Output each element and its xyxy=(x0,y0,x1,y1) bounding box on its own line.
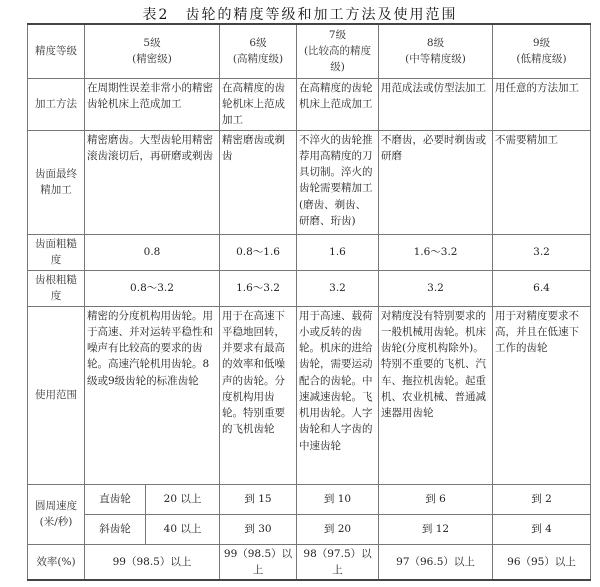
ra-face-grade-5: 0.8 xyxy=(85,234,220,270)
ra-root-grade-9: 6.4 xyxy=(493,270,591,306)
speed-helical-label: 斜齿轮 xyxy=(85,514,146,544)
efficiency-label: 效率(%) xyxy=(28,544,85,580)
efficiency-grade-6: 99（98.5）以上 xyxy=(220,544,297,580)
usage-grade-9: 用于对精度要求不高，并且在低速下工作的齿轮 xyxy=(493,306,591,484)
ra-root-row xyxy=(28,270,591,306)
efficiency-grade-7: 98（97.5）以上 xyxy=(297,544,379,580)
speed-spur-grade-7: 到 10 xyxy=(297,484,379,514)
efficiency-grade-5: 99（98.5）以上 xyxy=(85,544,220,580)
ra-face-grade-7: 1.6 xyxy=(297,234,379,270)
usage-label: 使用范围 xyxy=(28,306,85,484)
speed-helical-grade-6: 到 30 xyxy=(220,514,297,544)
ra-face-grade-6: 0.8～1.6 xyxy=(220,234,297,270)
table-title: 表2 齿轮的精度等级和加工方法及使用范围 xyxy=(142,7,458,23)
speed-helical-grade-8: 到 12 xyxy=(379,514,493,544)
header-grade-8: 8级 (中等精度级) xyxy=(379,24,493,78)
usage-grade-5: 精密的分度机构用齿轮。用于高速、并对运转平稳性和噪声有比较高的要求的齿轮。高速汽轮机用齿轮。8级或9级齿轮的标准齿轮 xyxy=(85,306,220,484)
finish-label: 齿面最终精加工 xyxy=(28,130,85,234)
speed-spur-grade-6: 到 15 xyxy=(220,484,297,514)
finish-grade-5: 精密磨齿。大型齿轮用精密滚齿滚切后，再研磨或剃齿 xyxy=(85,130,220,234)
ra-root-grade-8: 3.2 xyxy=(379,270,493,306)
method-row xyxy=(28,78,591,130)
usage-grade-6: 用于在高速下平稳地回转，并要求有最高的效率和低噪声的齿轮。分度机构用齿轮。特别重要的飞机齿轮 xyxy=(220,306,297,484)
usage-grade-7: 用于高速、载荷小或反转的齿轮。机床的进给齿轮，需要运动配合的齿轮。中速减速齿轮。飞机用齿轮。人字齿轮和人字齿的中速齿轮 xyxy=(297,306,379,484)
ra-face-row xyxy=(28,234,591,270)
finish-grade-9: 不需要精加工 xyxy=(493,130,591,234)
ra-root-grade-5: 0.8～3.2 xyxy=(85,270,220,306)
ra-root-label: 齿根粗糙度 xyxy=(28,270,85,306)
method-label: 加工方法 xyxy=(28,78,85,130)
speed-helical-row xyxy=(28,514,591,544)
speed-spur-grade-8: 到 6 xyxy=(379,484,493,514)
header-grade-6: 6级 (高精度级) xyxy=(220,24,297,78)
efficiency-grade-9: 96（95）以上 xyxy=(493,544,591,580)
finish-grade-6: 精密磨齿或剃齿 xyxy=(220,130,297,234)
speed-label: 圆周速度(米/秒) xyxy=(28,484,85,544)
header-grade-5: 5级 (精密级) xyxy=(85,24,220,78)
finish-grade-7: 不淬火的齿轮推荐用高精度的刀具切制。淬火的齿轮需要精加工(磨齿、剃齿、研磨、珩齿) xyxy=(297,130,379,234)
header-row xyxy=(28,24,591,78)
gear-precision-table xyxy=(27,23,591,581)
efficiency-row xyxy=(28,544,591,580)
header-grade-9: 9级 (低精度级) xyxy=(493,24,591,78)
speed-spur-row xyxy=(28,484,591,514)
method-grade-5: 在周期性误差非常小的精密齿轮机床上范成加工 xyxy=(85,78,220,130)
usage-row xyxy=(28,306,591,484)
header-grade-label: 精度等级 xyxy=(28,24,85,78)
header-grade-7: 7级 (比较高的精度级) xyxy=(297,24,379,78)
speed-spur-grade-9: 到 2 xyxy=(493,484,591,514)
efficiency-grade-8: 97（96.5）以上 xyxy=(379,544,493,580)
finish-grade-8: 不磨齿，必要时剃齿或研磨 xyxy=(379,130,493,234)
method-grade-6: 在高精度的齿轮机床上范成加工 xyxy=(220,78,297,130)
ra-root-grade-7: 3.2 xyxy=(297,270,379,306)
usage-grade-8: 对精度没有特别要求的一般机械用齿轮。机床齿轮(分度机构除外)。特别不重要的飞机、汽车、拖拉机齿轮。起重机、农业机械、普通减速器用齿轮 xyxy=(379,306,493,484)
speed-helical-grade-7: 到 20 xyxy=(297,514,379,544)
speed-spur-grade-5: 20 以上 xyxy=(146,484,220,514)
ra-root-grade-6: 1.6～3.2 xyxy=(220,270,297,306)
method-grade-7: 在高精度的齿轮机床上范成加工 xyxy=(297,78,379,130)
ra-face-grade-8: 1.6～3.2 xyxy=(379,234,493,270)
method-grade-9: 用任意的方法加工 xyxy=(493,78,591,130)
speed-helical-grade-5: 40 以上 xyxy=(146,514,220,544)
ra-face-label: 齿面粗糙度 xyxy=(28,234,85,270)
speed-spur-label: 直齿轮 xyxy=(85,484,146,514)
method-grade-8: 用范成法或仿型法加工 xyxy=(379,78,493,130)
finish-row xyxy=(28,130,591,234)
speed-helical-grade-9: 到 4 xyxy=(493,514,591,544)
ra-face-grade-9: 3.2 xyxy=(493,234,591,270)
